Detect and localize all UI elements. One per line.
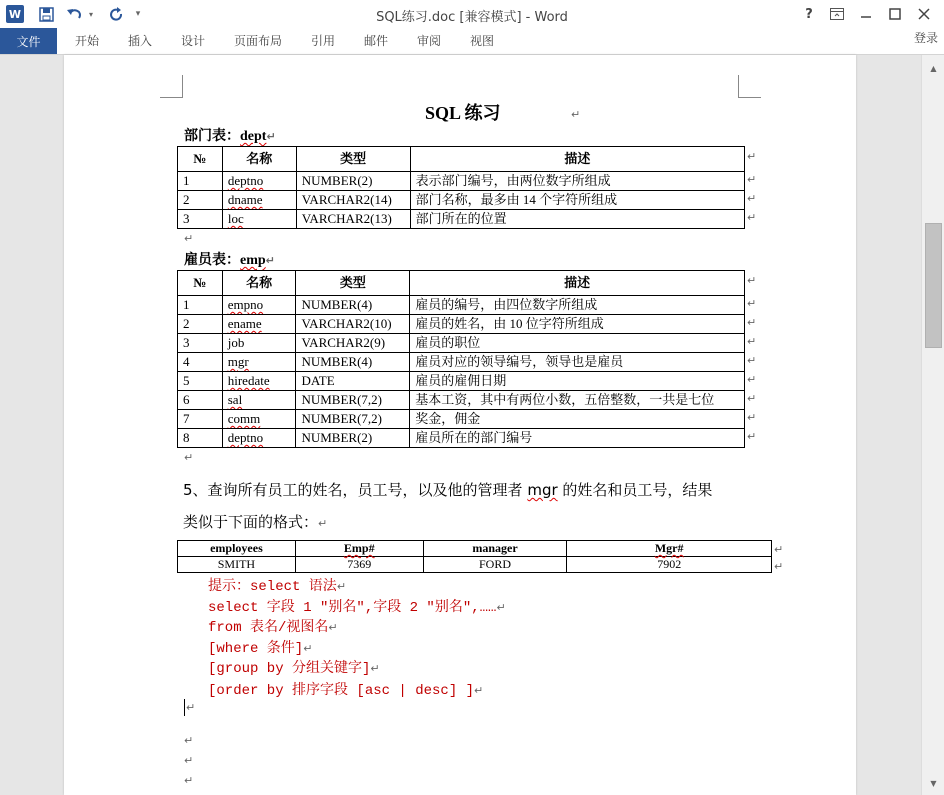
table-cell: FORD <box>423 557 567 573</box>
table-cell: 表示部门编号，由两位数字所组成 <box>410 172 744 191</box>
dept-heading-name: dept <box>240 129 267 144</box>
hint-line <box>208 596 506 616</box>
table-cell: sal <box>222 391 296 410</box>
emp-heading-label: 雇员表： <box>184 253 240 268</box>
paragraph-mark: ↵ <box>184 754 194 767</box>
hint-line <box>208 616 338 636</box>
row-end-mark: ↵ <box>747 274 757 287</box>
question-line-2 <box>183 511 327 532</box>
tab-mailings[interactable]: 邮件 <box>364 34 389 48</box>
question-line-1 <box>183 479 712 500</box>
paragraph-mark: ↵ <box>336 580 347 593</box>
table-cell: dname <box>222 191 296 210</box>
table-cell: NUMBER(7,2) <box>296 391 410 410</box>
row-end-mark: ↵ <box>774 560 784 573</box>
paragraph-mark: ↵ <box>265 254 275 267</box>
tab-references[interactable]: 引用 <box>311 34 336 48</box>
row-end-mark: ↵ <box>747 297 757 310</box>
minimize-icon[interactable] <box>855 4 877 24</box>
table-cell: 基本工资，其中有两位小数，五倍整数，一共是七位 <box>410 391 745 410</box>
table-cell: comm <box>222 410 296 429</box>
table-cell: 7369 <box>295 557 423 573</box>
row-end-mark: ↵ <box>747 430 757 443</box>
table-cell: 部门所在的位置 <box>410 210 744 229</box>
word-app-icon[interactable]: W <box>6 5 24 23</box>
table-header-cell: Emp# <box>295 541 423 557</box>
table-row <box>178 353 745 372</box>
table-header-row <box>178 147 745 172</box>
table-cell: 2 <box>178 315 223 334</box>
dept-heading <box>184 125 276 145</box>
hint-text: [group by 分组关键字] <box>208 661 371 677</box>
table-cell: empno <box>222 296 296 315</box>
table-row <box>178 557 772 573</box>
paragraph-mark: ↵ <box>184 232 194 245</box>
row-end-mark: ↵ <box>747 316 757 329</box>
result-table <box>177 540 772 573</box>
table-cell: 5 <box>178 372 223 391</box>
margin-corner-top-left <box>160 75 183 98</box>
tab-design[interactable]: 设计 <box>181 34 206 48</box>
table-row <box>178 372 745 391</box>
table-header-cell: № <box>178 271 223 296</box>
table-header-row <box>178 541 772 557</box>
table-cell: 4 <box>178 353 223 372</box>
table-cell: 雇员的编号，由四位数字所组成 <box>410 296 745 315</box>
paragraph-mark: ↵ <box>496 601 506 614</box>
table-cell: 6 <box>178 391 223 410</box>
paragraph-mark: ↵ <box>266 130 276 143</box>
row-end-mark: ↵ <box>747 150 757 163</box>
table-header-cell: 名称 <box>222 271 296 296</box>
table-row <box>178 210 745 229</box>
ribbon-tabs <box>0 28 944 55</box>
paragraph-mark: ↵ <box>184 774 194 787</box>
row-end-mark: ↵ <box>747 354 757 367</box>
hint-text: [order by 排序字段 [asc | desc] ] <box>208 683 475 699</box>
paragraph-mark: ↵ <box>186 701 196 714</box>
table-cell: 部门名称，最多由 14 个字符所组成 <box>410 191 744 210</box>
table-cell: DATE <box>296 372 410 391</box>
table-row <box>178 391 745 410</box>
hint-line <box>208 575 346 595</box>
table-header-cell: 名称 <box>222 147 296 172</box>
paragraph-mark: ↵ <box>184 734 194 747</box>
paragraph-mark: ↵ <box>318 517 328 530</box>
table-cell: NUMBER(2) <box>296 429 410 448</box>
paragraph-mark: ↵ <box>474 684 484 697</box>
paragraph-mark: ↵ <box>303 642 313 655</box>
sign-in-link[interactable]: 登录 <box>913 31 938 45</box>
close-icon[interactable] <box>913 4 935 24</box>
tab-review[interactable]: 审阅 <box>417 34 442 48</box>
table-cell: VARCHAR2(13) <box>296 210 410 229</box>
table-row <box>178 315 745 334</box>
question-text: 类似于下面的格式： <box>183 513 319 531</box>
hint-text: select 字段 1 "别名",字段 2 "别名",…… <box>208 600 497 616</box>
scroll-down-icon[interactable]: ▼ <box>930 778 937 788</box>
table-row <box>178 410 745 429</box>
table-header-cell: 类型 <box>296 147 410 172</box>
table-cell: hiredate <box>222 372 296 391</box>
paragraph-mark: ↵ <box>571 108 581 121</box>
paragraph-mark: ↵ <box>184 451 194 464</box>
table-cell: 8 <box>178 429 223 448</box>
table-cell: 1 <box>178 296 223 315</box>
table-row <box>178 429 745 448</box>
table-row <box>178 334 745 353</box>
question-text: 的姓名和员工号，结果 <box>557 481 713 499</box>
dept-heading-label: 部门表： <box>184 129 240 144</box>
table-cell: 7902 <box>567 557 772 573</box>
table-cell: NUMBER(2) <box>296 172 410 191</box>
table-cell: loc <box>222 210 296 229</box>
table-cell: deptno <box>222 429 296 448</box>
table-cell: 奖金，佣金 <box>410 410 745 429</box>
paragraph-mark: ↵ <box>328 621 338 634</box>
row-end-mark: ↵ <box>747 192 757 205</box>
help-button[interactable]: ? <box>805 6 813 22</box>
emp-table <box>177 270 745 448</box>
table-cell: NUMBER(7,2) <box>296 410 410 429</box>
hint-line <box>208 679 483 699</box>
paragraph-mark: ↵ <box>370 662 380 675</box>
emp-heading-name: emp <box>240 253 266 268</box>
ribbon-display-options-icon[interactable] <box>826 4 848 24</box>
table-cell: 1 <box>178 172 223 191</box>
table-cell: 雇员所在的部门编号 <box>410 429 745 448</box>
hint-text: [where 条件] <box>208 641 304 657</box>
table-header-cell: № <box>178 147 223 172</box>
hint-text: from 表名/视图名 <box>208 620 329 636</box>
table-cell: 雇员对应的领导编号，领导也是雇员 <box>410 353 745 372</box>
table-row <box>178 172 745 191</box>
title-bar <box>0 0 944 28</box>
table-header-cell: 描述 <box>410 271 745 296</box>
table-header-cell: manager <box>423 541 567 557</box>
dept-table <box>177 146 745 229</box>
hint-line <box>208 637 312 657</box>
vertical-scrollbar[interactable] <box>921 55 944 795</box>
hint-text: 提示：select 语法 <box>208 579 337 595</box>
document-title: SQL 练习 <box>425 103 501 123</box>
row-end-mark: ↵ <box>747 335 757 348</box>
window-title: SQL练习.doc [兼容模式] - Word <box>376 10 568 25</box>
row-end-mark: ↵ <box>774 543 784 556</box>
question-mgr: mgr <box>527 481 558 499</box>
row-end-mark: ↵ <box>747 173 757 186</box>
customize-qat-icon[interactable]: ▾ <box>135 9 141 19</box>
table-cell: 雇员的姓名，由 10 位字符所组成 <box>410 315 745 334</box>
tab-insert[interactable]: 插入 <box>128 34 153 48</box>
table-cell: VARCHAR2(10) <box>296 315 410 334</box>
table-cell: 3 <box>178 334 223 353</box>
table-cell: 雇员的雇佣日期 <box>410 372 745 391</box>
row-end-mark: ↵ <box>747 392 757 405</box>
table-header-cell: 描述 <box>410 147 744 172</box>
row-end-mark: ↵ <box>747 211 757 224</box>
scrollbar-thumb[interactable] <box>925 223 942 348</box>
tab-page-layout[interactable]: 页面布局 <box>234 34 283 48</box>
margin-corner-top-right <box>738 75 761 98</box>
table-row <box>178 191 745 210</box>
table-cell: 7 <box>178 410 223 429</box>
table-cell: NUMBER(4) <box>296 353 410 372</box>
emp-heading <box>184 249 275 269</box>
row-end-mark: ↵ <box>747 373 757 386</box>
tab-home[interactable]: 开始 <box>75 34 100 48</box>
table-cell: NUMBER(4) <box>296 296 410 315</box>
table-cell: deptno <box>222 172 296 191</box>
table-cell: VARCHAR2(14) <box>296 191 410 210</box>
hint-line <box>208 657 380 677</box>
row-end-mark: ↵ <box>747 411 757 424</box>
table-cell: ename <box>222 315 296 334</box>
undo-dropdown-icon[interactable]: ▾ <box>88 9 93 19</box>
table-header-cell: 类型 <box>296 271 410 296</box>
table-cell: 雇员的职位 <box>410 334 745 353</box>
table-cell: 3 <box>178 210 223 229</box>
table-header-cell: employees <box>178 541 296 557</box>
table-cell: 2 <box>178 191 223 210</box>
table-header-cell: Mgr# <box>567 541 772 557</box>
text-cursor <box>184 699 185 716</box>
table-cell: VARCHAR2(9) <box>296 334 410 353</box>
table-cell: job <box>222 334 296 353</box>
tab-view[interactable]: 视图 <box>470 34 495 48</box>
table-header-row <box>178 271 745 296</box>
table-cell: mgr <box>222 353 296 372</box>
question-text: 5、查询所有员工的姓名，员工号，以及他的管理者 <box>183 481 528 499</box>
table-row <box>178 296 745 315</box>
scroll-up-icon[interactable]: ▲ <box>930 63 937 73</box>
table-cell: SMITH <box>178 557 296 573</box>
maximize-icon[interactable] <box>884 4 906 24</box>
tab-file[interactable]: 文件 <box>0 28 57 54</box>
